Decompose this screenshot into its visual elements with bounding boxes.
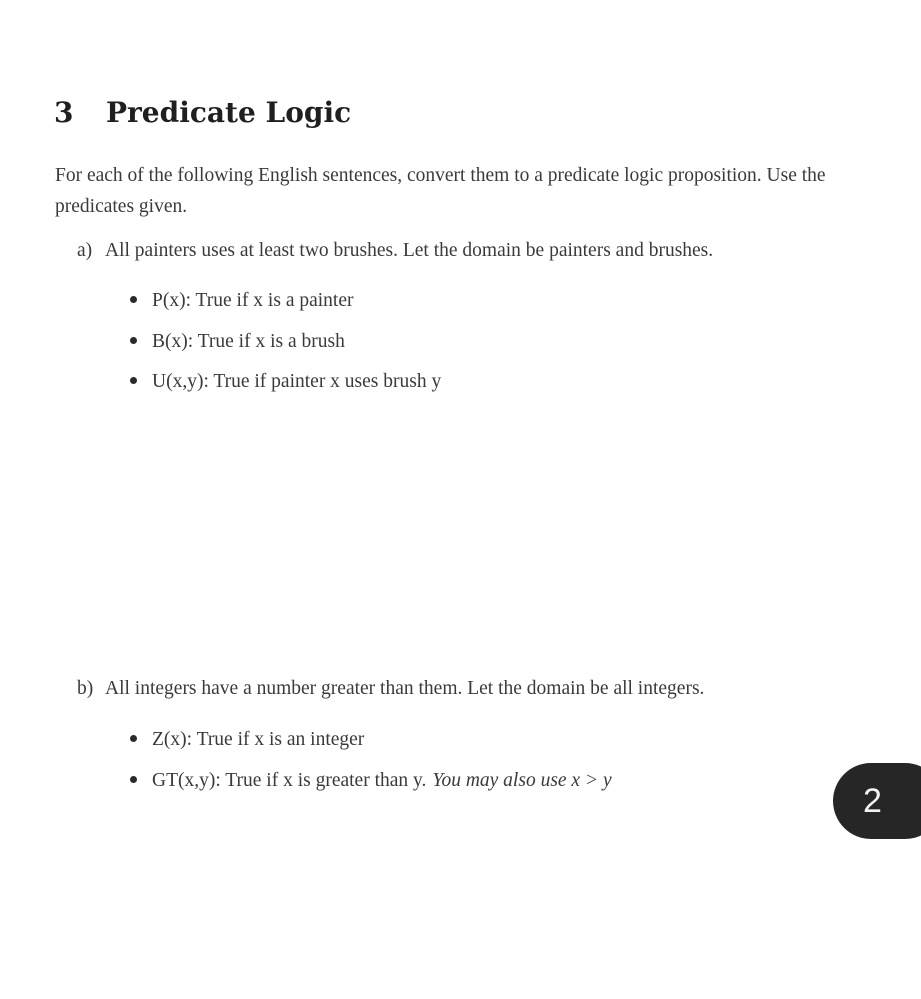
bullet-icon xyxy=(130,296,137,303)
part-b-text: All integers have a number greater than them. Let the domain be all integers. xyxy=(105,678,705,699)
bullet-icon xyxy=(130,776,137,783)
predicate-b: B(x): True if x is a brush xyxy=(152,330,345,352)
predicate-p: P(x): True if x is a painter xyxy=(152,290,354,311)
section-title: Predicate Logic xyxy=(106,96,352,129)
part-a-marker: a) xyxy=(77,240,93,261)
section-number: 3 xyxy=(54,96,74,129)
predicate-hint: You may also use x > y xyxy=(432,769,612,791)
list-item xyxy=(128,728,612,769)
list-item xyxy=(128,289,441,330)
page-number-badge: 2 xyxy=(833,763,921,839)
part-b xyxy=(77,678,704,700)
bullet-icon xyxy=(130,337,137,344)
list-item xyxy=(128,769,612,810)
predicate-u: U(x,y): True if painter x uses brush y xyxy=(152,371,442,392)
intro-paragraph: For each of the following English sentences, convert them to a predicate logic proposition. Use the predicates given. xyxy=(55,165,826,217)
part-b-marker: b) xyxy=(77,678,94,699)
list-item xyxy=(128,330,441,371)
list-item xyxy=(128,370,441,411)
part-a-text: All painters uses at least two brushes. Let the domain be painters and brushes. xyxy=(105,240,714,261)
part-a xyxy=(77,240,713,262)
predicate-z: Z(x): True if x is an integer xyxy=(152,729,365,750)
section-heading xyxy=(54,96,351,129)
part-b-predicate-list xyxy=(128,728,612,809)
part-a-predicate-list xyxy=(128,289,441,411)
bullet-icon xyxy=(130,735,137,742)
bullet-icon xyxy=(130,377,137,384)
predicate-gt: GT(x,y): True if x is greater than y. xyxy=(152,769,427,791)
